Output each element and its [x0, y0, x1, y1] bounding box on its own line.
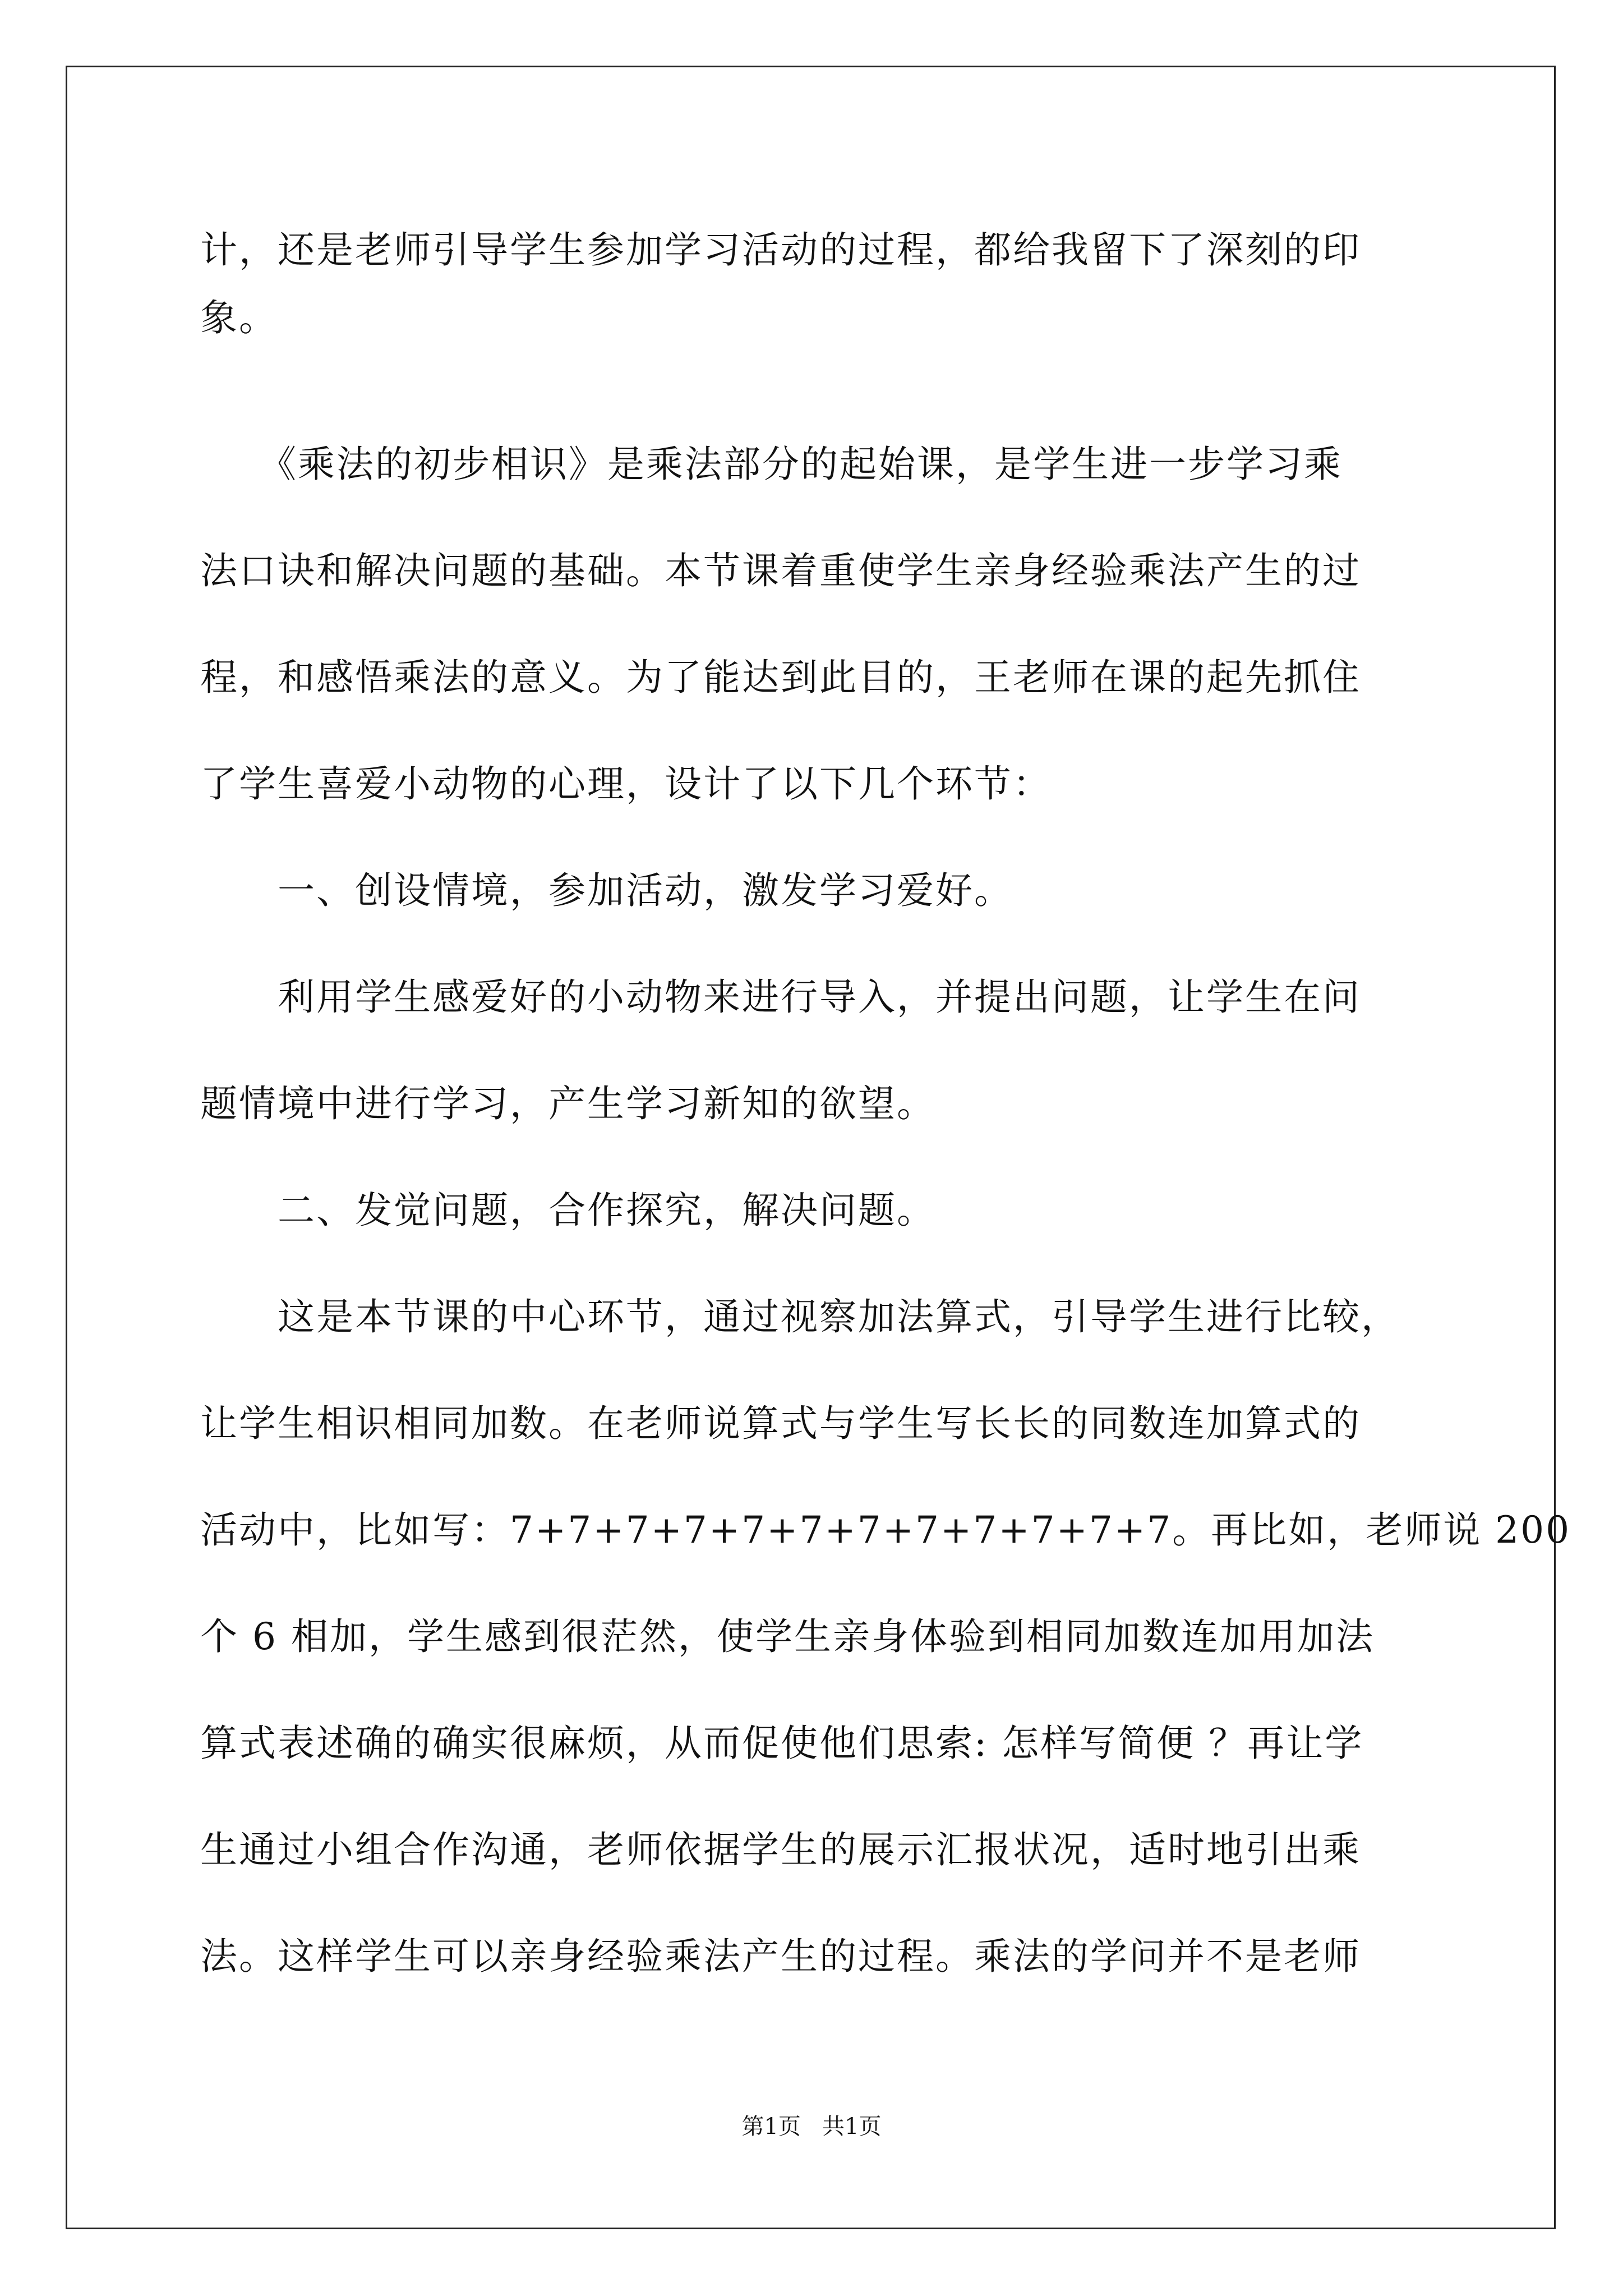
text-line: 让学生相识相同加数。在老师说算式与学生写长长的同数连加算式的 [200, 1402, 1361, 1445]
page-footer: 第1页 共1页 [741, 2114, 882, 2139]
page-border [66, 66, 1556, 2229]
text-line: 生通过小组合作沟通，老师依据学生的展示汇报状况，适时地引出乘 [200, 1828, 1361, 1871]
text-line: 这是本节课的中心环节，通过视察加法算式，引导学生进行比较， [200, 1295, 1400, 1338]
text-line: 利用学生感爱好的小动物来进行导入，并提出问题，让学生在问 [200, 976, 1361, 1019]
text-line: 程，和感悟乘法的意义。为了能达到此目的，王老师在课的起先抓住 [200, 656, 1361, 699]
text-line: 一、创设情境，参加活动，激发学习爱好。 [200, 869, 1013, 912]
text-line: 《乘法的初步相识》是乘法部分的起始课，是学生进一步学习乘 [200, 443, 1343, 486]
text-line: 了学生喜爱小动物的心理，设计了以下几个环节： [200, 762, 1052, 806]
text-line: 象。 [200, 296, 278, 339]
text-line: 题情境中进行学习，产生学习新知的欲望。 [200, 1082, 935, 1125]
text-line: 法。这样学生可以亲身经验乘法产生的过程。乘法的学问并不是老师 [200, 1935, 1361, 1978]
text-line: 个 6 相加，学生感到很茫然，使学生亲身体验到相同加数连加用加法 [200, 1615, 1375, 1658]
text-line: 计，还是老师引导学生参加学习活动的过程，都给我留下了深刻的印 [200, 228, 1361, 272]
text-line: 二、发觉问题，合作探究，解决问题。 [200, 1189, 935, 1232]
text-line: 法口诀和解决问题的基础。本节课着重使学生亲身经验乘法产生的过 [200, 549, 1361, 592]
text-line: 活动中，比如写：7+7+7+7+7+7+7+7+7+7+7+7。再比如，老师说 200 [200, 1508, 1571, 1552]
text-line: 算式表述确的确实很麻烦，从而促使他们思索: 怎样写简便 ？再让学 [200, 1722, 1364, 1765]
